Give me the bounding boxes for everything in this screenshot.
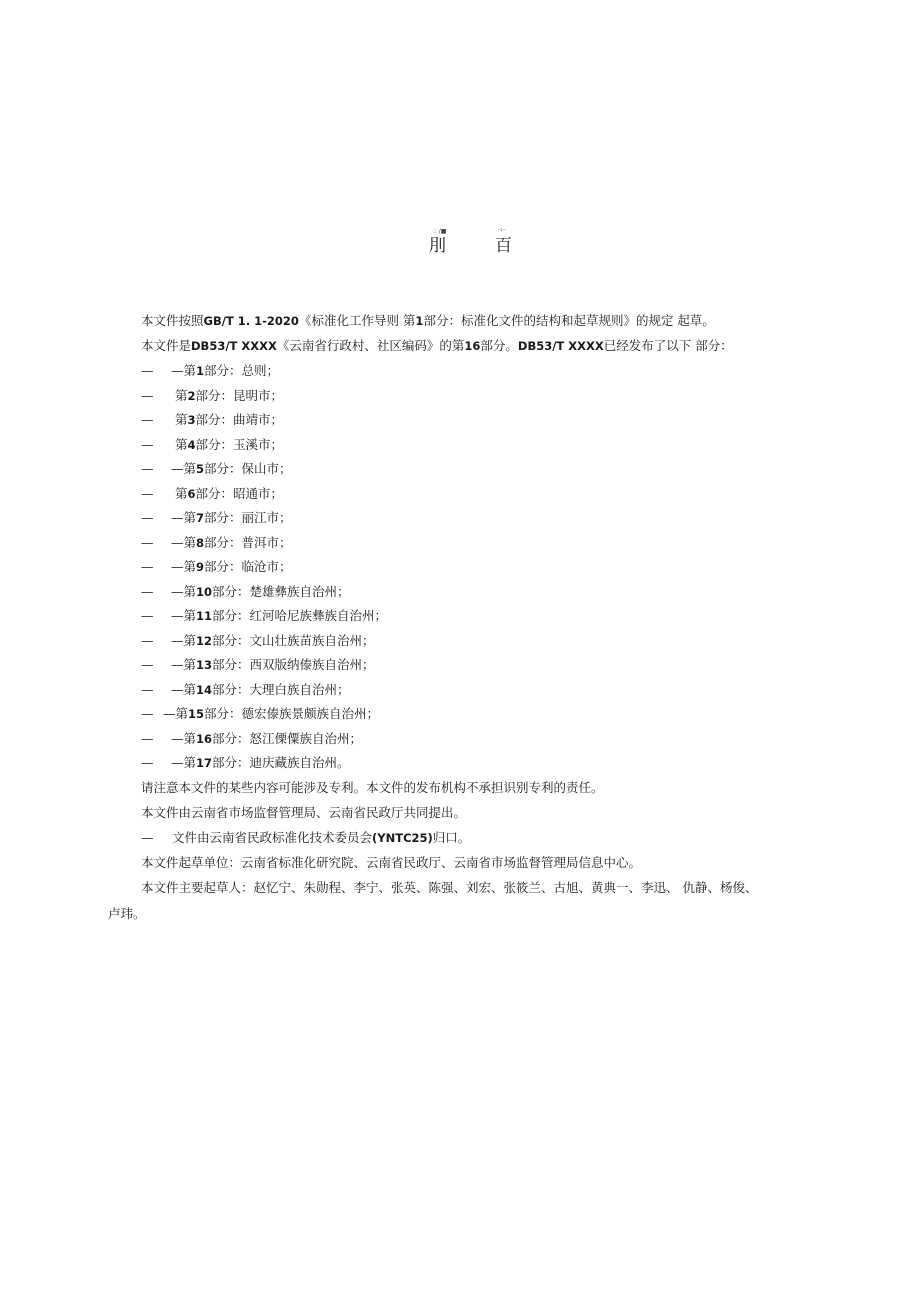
list-number: 5 [196, 462, 205, 476]
list-item [141, 731, 362, 747]
list-text: 部分：楚雄彝族自治州； [212, 583, 350, 599]
list-prefix: —第 [171, 608, 197, 623]
list-dash: — [141, 363, 154, 378]
list-item [141, 755, 350, 771]
list-prefix: 第 [175, 485, 188, 501]
list-dash: — [141, 730, 154, 746]
list-number: 3 [187, 413, 196, 427]
list-number: 14 [196, 682, 213, 697]
paragraph-patent-notice: 请注意本文件的某些内容可能涉及专利。本文件的发布机构不承担识别专利的责任。 [141, 780, 604, 795]
list-prefix: —第 [171, 632, 197, 648]
list-dash: — [141, 510, 154, 525]
list-prefix: 第 [175, 387, 188, 403]
list-text: 部分：昆明市； [195, 387, 284, 403]
paragraph-part-overview: 本文件是DB53/T XXXX《云南省行政村、社区编码》的第16部分。DB53/T XXXX已经发布了以下 部分： [141, 338, 733, 353]
list-item [141, 437, 283, 453]
list-item [141, 608, 387, 624]
list-prefix: 第 [175, 412, 188, 427]
list-text: 部分：玉溪市； [195, 436, 284, 452]
list-text: 部分：文山壮族苗族自治州； [212, 632, 375, 648]
list-text: 部分：昭通市； [195, 485, 284, 501]
list-dash: — [141, 706, 154, 721]
heading-char: 百 [495, 236, 512, 256]
list-item [141, 682, 350, 698]
list-item [141, 535, 292, 551]
list-number: 11 [196, 609, 213, 623]
list-item [141, 510, 292, 526]
list-text: 部分：曲靖市； [195, 412, 284, 427]
list-text: 部分：怒江傈僳族自治州； [212, 730, 363, 746]
list-dash: — [141, 412, 154, 427]
list-number: 13 [196, 658, 213, 672]
list-dash: — [141, 461, 154, 476]
list-number: 7 [196, 511, 205, 525]
list-number: 16 [196, 731, 213, 746]
list-prefix: —第 [171, 559, 197, 574]
paragraph-proposer: 本文件由云南省市场监督管理局、云南省民政厅共同提出。 [141, 805, 467, 820]
list-item [141, 559, 292, 575]
list-dash: — [141, 657, 154, 672]
list-text: 部分：大理白族自治州； [212, 681, 350, 697]
list-prefix: —第 [171, 583, 197, 599]
list-prefix: —第 [171, 755, 197, 770]
list-text: 部分：西双版纳傣族自治州； [212, 657, 375, 672]
list-item [141, 633, 375, 649]
foreword-heading [0, 228, 920, 268]
list-dash: — [141, 583, 154, 599]
list-text: 部分：普洱市； [204, 534, 292, 550]
paragraph-drafters: 本文件主要起草人：赵忆宁、朱勋程、李宁、张英、陈强、刘宏、张筱兰、古旭、黄典一、李迅、 仇静、杨俊、 [141, 880, 758, 895]
list-number: 6 [187, 486, 196, 501]
list-prefix: —第 [171, 730, 197, 746]
list-prefix: —第 [171, 681, 197, 697]
paragraph-structure-rules: 本文件按照GB/T 1. 1-2020《标准化工作导则 第1部分：标准化文件的结构和起草规则》的规定 起草。 [141, 313, 715, 328]
list-number: 10 [196, 584, 213, 599]
heading-artifact-mark: ∴ ∕■ [433, 228, 447, 235]
list-dash: — [141, 608, 154, 623]
list-dash: — [141, 387, 154, 403]
paragraph-committee: — 文件由云南省民政标准化技术委员会(YNTC25)归口。 [141, 830, 471, 845]
list-item [141, 657, 375, 673]
list-number: 4 [187, 437, 196, 452]
list-text: 部分：丽江市； [204, 510, 292, 525]
list-dash: — [141, 534, 154, 550]
list-prefix: —第 [171, 534, 197, 550]
paragraph-drafting-units: 本文件起草单位：云南省标准化研究院、云南省民政厅、云南省市场监督管理局信息中心。 [141, 855, 642, 870]
list-item [141, 584, 350, 600]
list-prefix: —第 [163, 706, 189, 721]
list-dash: — [141, 559, 154, 574]
heading-artifact-mark: ⁻¹⁻ [497, 228, 506, 235]
list-number: 1 [196, 364, 205, 378]
list-item [141, 461, 292, 477]
list-item [141, 486, 283, 502]
list-prefix: —第 [171, 657, 197, 672]
list-item [141, 388, 283, 404]
heading-char: 刖 [429, 236, 446, 256]
list-number: 15 [188, 707, 205, 721]
list-number: 9 [196, 560, 205, 574]
list-dash: — [141, 485, 154, 501]
list-item [141, 706, 379, 722]
list-text: 部分：总则； [204, 363, 280, 378]
list-item [141, 412, 283, 428]
list-text: 部分：迪庆藏族自治州。 [212, 755, 350, 770]
list-text: 部分：红河哈尼族彝族自治州； [212, 608, 388, 623]
list-number: 17 [196, 756, 213, 770]
list-dash: — [141, 681, 154, 697]
paragraph-drafters-cont: 卢玮。 [108, 906, 146, 921]
list-number: 8 [196, 535, 205, 550]
list-dash: — [141, 436, 154, 452]
list-text: 部分：德宏傣族景颇族自治州； [204, 706, 380, 721]
list-number: 2 [187, 388, 196, 403]
list-prefix: —第 [171, 363, 197, 378]
list-prefix: —第 [171, 510, 197, 525]
list-prefix: 第 [175, 436, 188, 452]
list-dash: — [141, 632, 154, 648]
list-dash: — [141, 755, 154, 770]
list-item [141, 363, 279, 379]
list-text: 部分：保山市； [204, 461, 292, 476]
list-number: 12 [196, 633, 213, 648]
list-text: 部分：临沧市； [204, 559, 292, 574]
list-prefix: —第 [171, 461, 197, 476]
